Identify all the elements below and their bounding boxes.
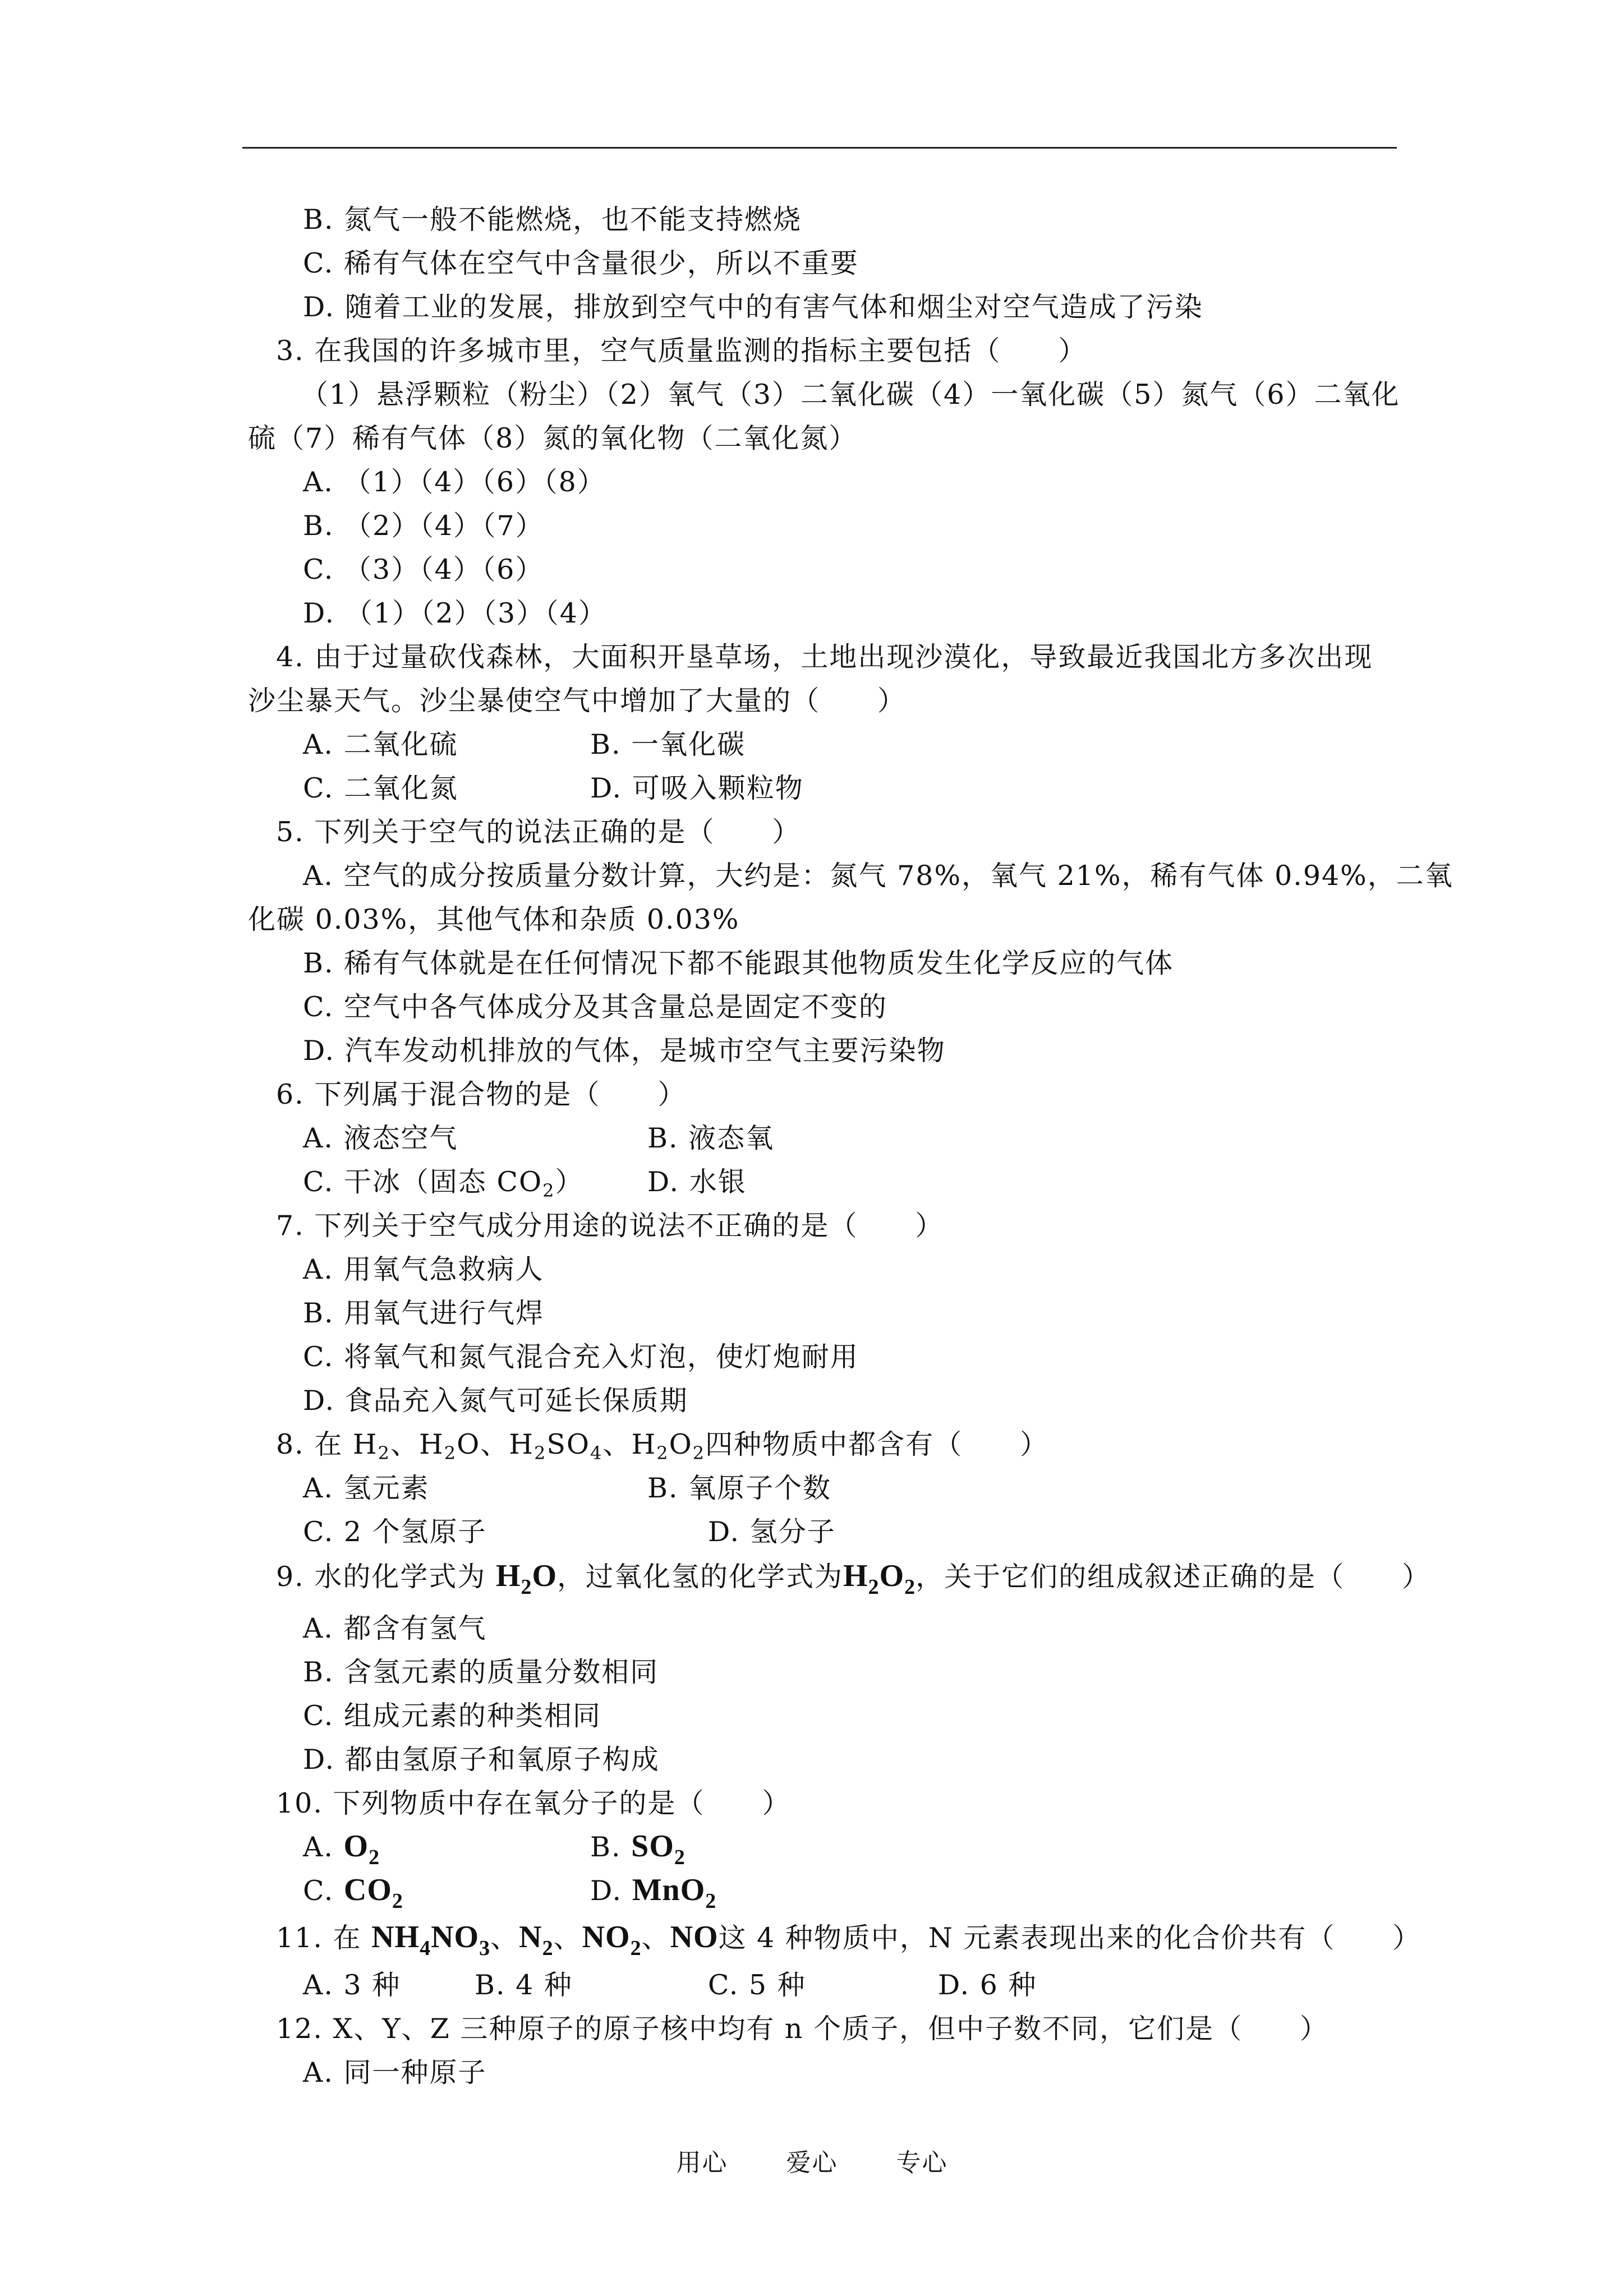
q11-option-c: C. 5 种	[708, 1969, 806, 2001]
q4-option-a: A. 二氧化硫	[303, 729, 458, 760]
page-footer	[0, 2142, 1624, 2178]
q3-option-d: D. （1）（2）（3）（4）	[303, 597, 607, 629]
q11-option-d: D. 6 种	[938, 1969, 1037, 2001]
q3-list-line-1: （1）悬浮颗粒（粉尘）（2）氧气（3）二氧化碳（4）一氧化碳（5）氮气（6）二氧化	[301, 379, 1400, 411]
footer-word-2: 爱心	[786, 2149, 838, 2177]
q5-stem: 5. 下列关于空气的说法正确的是（ ）	[276, 816, 801, 848]
q5-option-a-line-1: A. 空气的成分按质量分数计算，大约是：氮气 78%，氧气 21%，稀有气体 0.94%，二氧	[303, 860, 1453, 892]
q7-option-a: A. 用氧气急救病人	[303, 1253, 544, 1285]
q11-option-b: B. 4 种	[475, 1969, 573, 2001]
q7-stem: 7. 下列关于空气成分用途的说法不正确的是（ ）	[276, 1210, 944, 1242]
q4-option-c: C. 二氧化氮	[303, 772, 458, 804]
q3-list-line-2: 硫（7）稀有气体（8）氮的氧化物（二氧化氮）	[248, 422, 858, 454]
q8-option-b: B. 氧原子个数	[647, 1472, 832, 1504]
q11-option-a: A. 3 种	[303, 1969, 401, 2001]
q7-option-d: D. 食品充入氮气可延长保质期	[303, 1385, 688, 1417]
q2-option-b: B. 氮气一般不能燃烧，也不能支持燃烧	[303, 204, 802, 236]
q10-option-c: C. $CO_2$	[303, 1873, 403, 1913]
footer-word-1: 用心	[676, 2149, 728, 2177]
q10-option-a: A. $O_2$	[303, 1829, 380, 1869]
q8-option-c: C. 2 个氢原子	[303, 1516, 487, 1548]
q6-option-c: C. 干冰（固态 $CO_2$）	[303, 1166, 584, 1201]
q9-option-c: C. 组成元素的种类相同	[303, 1700, 601, 1732]
q9-option-b: B. 含氢元素的质量分数相同	[303, 1656, 659, 1688]
q6-stem: 6. 下列属于混合物的是（ ）	[276, 1078, 687, 1110]
q9-option-d: D. 都由氢原子和氧原子构成	[303, 1744, 660, 1776]
q4-option-d: D. 可吸入颗粒物	[590, 772, 804, 804]
q6-option-d: D. 水银	[647, 1166, 747, 1198]
q10-option-d: D. MnO$_2$	[590, 1873, 717, 1913]
q2-option-d: D. 随着工业的发展，排放到空气中的有害气体和烟尘对空气造成了污染	[303, 291, 1203, 323]
q8-option-d: D. 氢分子	[708, 1516, 836, 1548]
q8-stem: 8. 在 $H_2$、$H_2O$、$H_2SO_4$、$H_2O_2$四种物质中都含有（ ）	[276, 1428, 1049, 1464]
q5-option-b: B. 稀有气体就是在任何情况下都不能跟其他物质发生化学反应的气体	[303, 947, 1174, 979]
header-rule	[242, 147, 1397, 149]
q10-stem: 10. 下列物质中存在氧分子的是（ ）	[276, 1787, 791, 1819]
q5-option-c: C. 空气中各气体成分及其含量总是固定不变的	[303, 991, 887, 1023]
q4-option-b: B. 一氧化碳	[590, 729, 746, 760]
q4-stem-line-2: 沙尘暴天气。沙尘暴使空气中增加了大量的（ ）	[248, 685, 907, 717]
q12-option-a: A. 同一种原子	[303, 2057, 487, 2088]
q9-stem: 9. 水的化学式为 $H_2O$，过氧化氢的化学式为$H_2O_2$，关于它们的组成叙述正确的是（ ）	[276, 1559, 1431, 1599]
q3-option-b: B. （2）（4）（7）	[303, 510, 544, 542]
q11-stem: 11. 在 $NH_4NO_3$、$N_2$、$NO_2$、NO这 4 种物质中，N 元素表现出来的化合价共有（ ）	[276, 1920, 1421, 1960]
q4-stem-line-1: 4. 由于过量砍伐森林，大面积开垦草场，土地出现沙漠化，导致最近我国北方多次出现	[276, 641, 1373, 673]
q2-option-c: C. 稀有气体在空气中含量很少，所以不重要	[303, 247, 859, 279]
formula-hydrogen-peroxide: $H_2O_2$	[843, 1559, 916, 1599]
q6-option-a: A. 液态空气	[303, 1122, 458, 1154]
q8-option-a: A. 氢元素	[303, 1472, 430, 1504]
q7-option-b: B. 用氧气进行气焊	[303, 1297, 545, 1329]
footer-word-3: 专心	[896, 2149, 948, 2177]
q7-option-c: C. 将氧气和氮气混合充入灯泡，使灯炮耐用	[303, 1341, 859, 1373]
q3-stem: 3. 在我国的许多城市里，空气质量监测的指标主要包括（ ）	[276, 335, 1087, 367]
formula-water: $H_2O$	[495, 1559, 558, 1599]
q5-option-d: D. 汽车发动机排放的气体，是城市空气主要污染物	[303, 1035, 946, 1067]
q12-stem: 12. X、Y、Z 三种原子的原子核中均有 n 个质子，但中子数不同，它们是（ ）	[276, 2013, 1329, 2045]
q10-option-b: B. $SO_2$	[590, 1829, 686, 1869]
q3-option-a: A. （1）（4）（6）（8）	[303, 466, 606, 498]
q6-option-b: B. 液态氧	[647, 1122, 775, 1154]
q9-option-a: A. 都含有氢气	[303, 1612, 487, 1644]
q5-option-a-line-2: 化碳 0.03%，其他气体和杂质 0.03%	[248, 903, 740, 935]
q3-option-c: C. （3）（4）（6）	[303, 554, 544, 585]
